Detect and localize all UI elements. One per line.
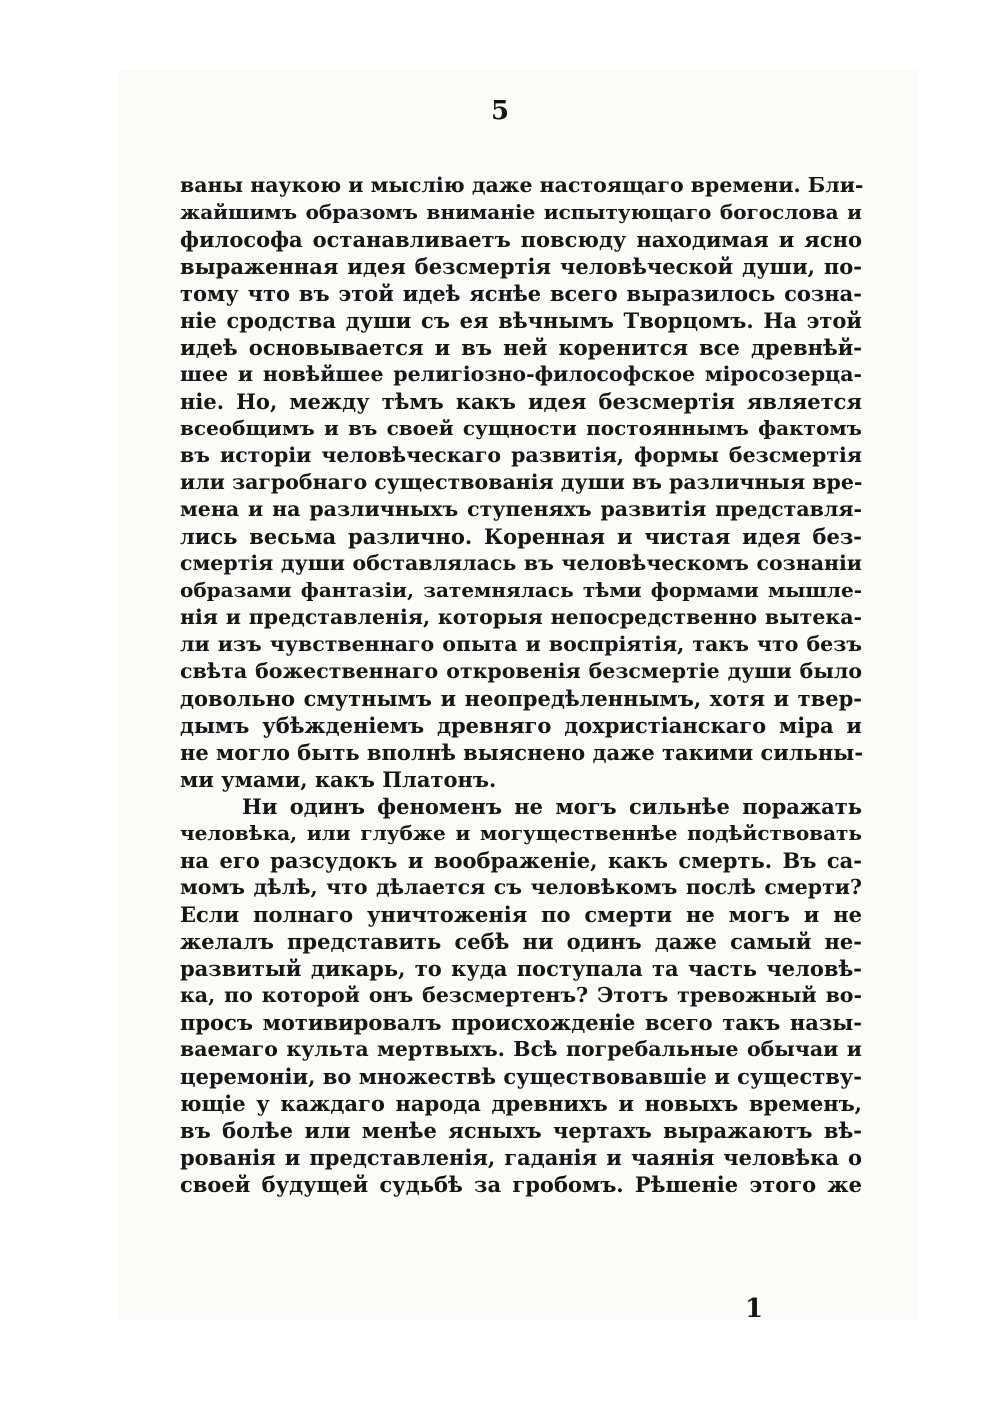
paragraph-end-line: ми умами, какъ Платонъ. (180, 767, 497, 792)
text-line: рованія и представленія, гаданія и чаянія человѣка о (180, 1145, 862, 1170)
text-line: ваемаго культа мертвыхъ. Всѣ погребальные обычаи и (180, 1037, 862, 1061)
text-line: образами фантазіи, затемнялась тѣми формами мышле- (180, 578, 862, 602)
text-line: ли изъ чувственнаго опыта и воспріятія, такъ что безъ (180, 632, 862, 656)
text-line: нія и представленія, которыя непосредственно вытека- (180, 605, 862, 629)
text-line: въ болѣе или менѣе ясныхъ чертахъ выражаютъ вѣ- (180, 1118, 862, 1143)
text-line: просъ мотивировалъ происхожденіе всего такъ назы- (180, 1010, 862, 1035)
text-line: желалъ представить себѣ ни одинъ даже самый не- (180, 929, 862, 954)
text-line: выраженная идея безсмертія человѣческой души, по- (180, 254, 862, 279)
signature-mark: 1 (745, 1294, 764, 1324)
text-line: мена и на различныхъ ступеняхъ развитія представля- (180, 497, 862, 521)
text-line: идеѣ основывается и въ ней коренится все древнѣй- (180, 335, 862, 360)
text-line: свѣта божественнаго откровенія безсмертіе души было (180, 659, 862, 683)
text-line: ваны наукою и мыслію даже настоящаго времени. Бли- (180, 173, 864, 197)
text-line: дымъ убѣжденіемъ древняго дохристіанскаго міра и (180, 713, 862, 738)
text-line: жайшимъ образомъ вниманіе испытующаго богослова и (180, 200, 862, 224)
text-line: философа останавливаетъ повсюду находимая и ясно (180, 227, 862, 252)
text-line: довольно смутнымъ и неопредѣленнымъ, хотя и твер- (180, 686, 862, 711)
text-line: ющіе у каждаго народа древнихъ и новыхъ временъ, (180, 1091, 862, 1116)
body-text (180, 172, 862, 1198)
text-line: ніе. Но, между тѣмъ какъ идея безсмертія является (180, 389, 862, 414)
text-line: церемоніи, во множествѣ существовавшіе и существу- (180, 1064, 862, 1089)
text-line: своей будущей судьбѣ за гробомъ. Рѣшеніе этого же (180, 1172, 862, 1197)
text-line: тому что въ этой идеѣ яснѣе всего выразилось созна- (180, 281, 862, 306)
paragraph-start-line: Ни одинъ феноменъ не могъ сильнѣе поражать (242, 794, 862, 819)
text-line: шее и новѣйшее религіозно-философское міросозерца- (180, 362, 862, 386)
text-line: ніе сродства души съ ея вѣчнымъ Творцомъ. На этой (180, 308, 862, 333)
text-line: смертія души обставлялась въ человѣческомъ сознаніи (180, 551, 862, 575)
text-line: развитый дикарь, то куда поступала та часть человѣ- (180, 956, 862, 981)
text-line: или загробнаго существованія души въ различныя вре- (180, 470, 863, 494)
text-line: всеобщимъ и въ своей сущности постояннымъ фактомъ (180, 416, 862, 440)
text-line: Если полнаго уничтоженія по смерти не могъ и не (180, 902, 862, 927)
text-line: ка, по которой онъ безсмертенъ? Этотъ тревожный во- (180, 983, 862, 1007)
page-number: 5 (490, 96, 510, 126)
text-line: лись весьма различно. Коренная и чистая идея без- (180, 524, 862, 549)
text-line: момъ дѣлѣ, что дѣлается съ человѣкомъ послѣ смерти? (180, 875, 862, 899)
text-line: не могло быть вполнѣ выяснено даже такими сильны- (180, 740, 864, 765)
text-line: человѣка, или глубже и могущественнѣе подѣйствовать (180, 821, 862, 845)
text-line: на его разсудокъ и воображеніе, какъ смерть. Въ са- (180, 848, 862, 873)
text-line: въ исторіи человѣческаго развитія, формы безсмертія (180, 443, 862, 467)
